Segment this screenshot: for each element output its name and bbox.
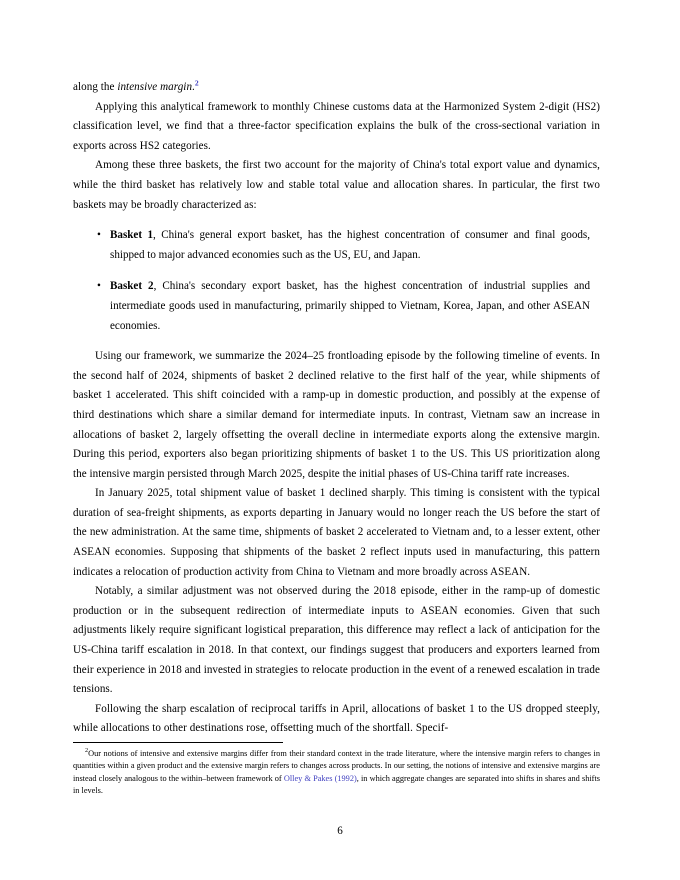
page-number: 6 [337, 825, 343, 837]
basket-description: , China's general export basket, has the highest concentration of consumer and final goods, shipped to major advanced economies such as the US, EU, and Japan. [110, 229, 590, 261]
carryover-italic-term: intensive margin [117, 81, 193, 93]
basket-description: , China's secondary export basket, has the highest concentration of industrial supplies and intermediate goods used in manufacturing, primarily shipped to Vietnam, Korea, Japan, and other ASEAN economies. [110, 280, 590, 332]
paragraph-carryover [73, 78, 600, 98]
footnote-separator-rule [73, 742, 283, 743]
list-item [73, 277, 600, 336]
citation-link-olley-pakes[interactable]: Olley & Pakes [283, 773, 333, 783]
footnote-number: 2 [85, 747, 89, 755]
citation-year-link[interactable]: (1992) [334, 773, 357, 783]
paragraph-three-baskets: Among these three baskets, the first two account for the majority of China's total export value and dynamics, while the third basket has relatively low and stable total value and allocation shares. In particular, the first two baskets may be broadly characterized as: [73, 159, 600, 211]
footnote-marker-link[interactable]: 2 [194, 78, 199, 88]
paragraph-timeline: Using our framework, we summarize the 2024–25 frontloading episode by the following timeline of events. In the second half of 2024, shipments of basket 2 declined relative to the first half of the year, while shipments of basket 1 accelerated. This shift coincided with a ramp-up in domestic production, and possibly at the expense of third destinations which share a similar demand for intermediate inputs. In contrast, Vietnam saw an increase in allocations of basket 2, largely offsetting the overall decline in intermediate exports along the extensive margin. During this period, exporters also began prioritizing shipments of basket 1 to the US. This US prioritization along the intensive margin persisted through March 2025, despite the initial phases of US-China tariff rate increases. [73, 350, 600, 480]
list-item [73, 226, 600, 265]
carryover-trail: . [192, 81, 195, 93]
footnote-part-2: , in which aggregate changes are separated into shifts in shares and shifts in levels. [73, 773, 600, 796]
basket-list [73, 226, 600, 336]
footnote-part-1: Our notions of intensive and extensive margins differ from their standard context in the trade literature, where the intensive margin refers to changes in quantities within a given product and the extensive margin refers to changes across products. In our setting, the notions of intensive and extensive margins are instead closely analogous to the within–between framework of [73, 749, 600, 783]
paragraph-january-2025: In January 2025, total shipment value of basket 1 declined sharply. This timing is consistent with the typical duration of sea-freight shipments, as exports departing in January would no longer reach the US before the start of the new administration. At the same time, shipments of basket 2 accelerated to Vietnam and, to a lesser extent, other ASEAN economies. Supposing that shipments of the basket 2 reflect inputs used in manufacturing, this pattern indicates a relocation of production activity from China to Vietnam and more broadly across ASEAN. [73, 487, 600, 578]
paragraph-reciprocal-tariffs: Following the sharp escalation of reciprocal tariffs in April, allocations of basket 1 to the US dropped steeply, while allocations to other destinations rose, offsetting much of the shortfall. Specif- [73, 702, 600, 735]
footnote-text [73, 748, 600, 798]
bullet-icon: • [97, 229, 101, 242]
carryover-lead: along the [73, 81, 118, 93]
page-text-block [73, 78, 600, 739]
basket-label: Basket 2 [110, 280, 154, 293]
paragraph-2018-comparison: Notably, a similar adjustment was not observed during the 2018 episode, either in the ramp-up of domestic production or in the subsequent redirection of intermediate inputs to ASEAN economies. Given that such adjustments likely require significant logistical preparation, this difference may reflect a lack of anticipation for the US-China tariff escalation in 2018. In that context, our findings suggest that producers and exporters learned from their experience in 2018 and invested in strategies to relocate production in the event of a renewed escalation in trade tensions. [73, 585, 600, 696]
footnote-area [73, 742, 600, 798]
bullet-icon: • [97, 280, 101, 293]
paragraph-applying-framework: Applying this analytical framework to monthly Chinese customs data at the Harmonized System 2-digit (HS2) classification level, we find that a three-factor specification explains the bulk of the cross-sectional variation in exports across HS2 categories. [73, 100, 600, 152]
basket-label: Basket 1 [110, 229, 154, 242]
